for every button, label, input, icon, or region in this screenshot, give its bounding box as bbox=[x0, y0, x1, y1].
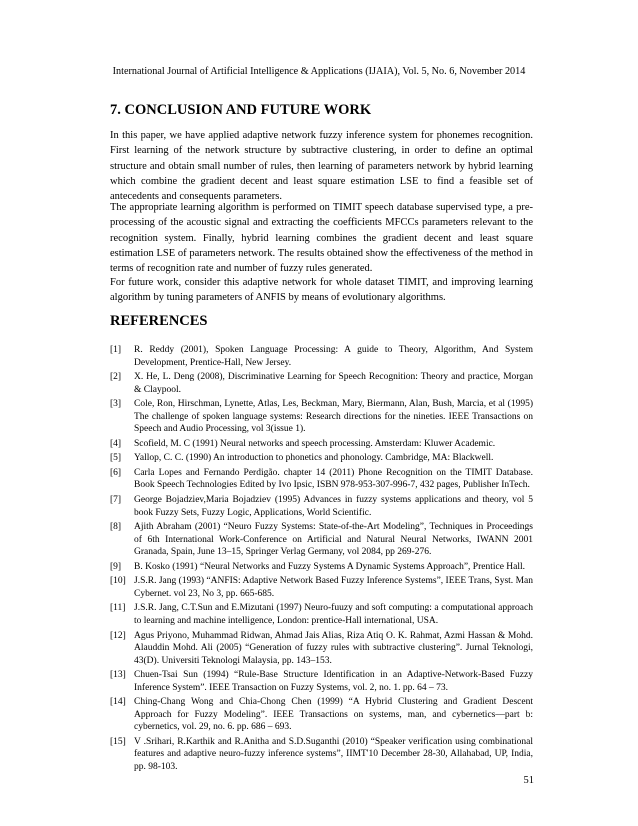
reference-item bbox=[110, 575, 533, 600]
reference-item bbox=[110, 494, 533, 519]
reference-text: J.S.R. Jang, C.T.Sun and E.Mizutani (1997) Neuro-fuuzy and soft computing: a computational approach to learning and machine intelligence, London: prentice-Hall international, USA. bbox=[134, 603, 533, 626]
reference-number: [11] bbox=[110, 603, 126, 614]
reference-text: X. He, L. Deng (2008), Discriminative Learning for Speech Recognition: Theory and practice, Morgan & Claypool. bbox=[134, 372, 533, 395]
conclusion-paragraph-2: The appropriate learning algorithm is performed on TIMIT speech database supervised type, a pre-processing of the acoustic signal and extracting the coefficients MFCCs parameters relevant to the recognition system. Finally, hybrid learning combines the gradient decent and least square estimation LSE of parameters network. The results obtained show the effectiveness of the method in terms of recognition rate and number of fuzzy rules generated. bbox=[110, 202, 533, 275]
reference-number: [12] bbox=[110, 630, 126, 641]
reference-text: Ajith Abraham (2001) “Neuro Fuzzy Systems: State-of-the-Art Modeling”, Techniques in Proceedings of 6th International Work-Conference on Artificial and Natural Neural Networks, IWANN 2001 Granada, Spain, June 13–15, Springer Verlag Germany, vol 2084, pp 269-276. bbox=[134, 522, 533, 558]
reference-number: [8] bbox=[110, 522, 122, 533]
reference-number: [7] bbox=[110, 495, 122, 506]
reference-text: J.S.R. Jang (1993) “ANFIS: Adaptive Network Based Fuzzy Inference Systems”, IEEE Trans, Syst. Man Cybernet. vol 23, No 3, pp. 665-685. bbox=[134, 576, 533, 599]
references-title: REFERENCES bbox=[110, 313, 208, 329]
conclusion-paragraph-1: In this paper, we have applied adaptive network fuzzy inference system for phonemes recognition. First learning of the network structure by subtractive clustering, in order to define an optimal structure and obtain small number of rules, then learning of parameters network by hybrid learning which combine the gradient decent and least square estimation LSE to find a feasible set of antecedents and consequents parameters. bbox=[110, 130, 533, 203]
reference-item bbox=[110, 371, 533, 396]
reference-item bbox=[110, 736, 533, 774]
reference-text: B. Kosko (1991) “Neural Networks and Fuzzy Systems A Dynamic Systems Approach”, Prentice Hall. bbox=[134, 561, 526, 572]
reference-text: Scofield, M. C (1991) Neural networks and speech processing. Amsterdam: Kluwer Academic. bbox=[134, 438, 496, 449]
reference-text: Chuen-Tsai Sun (1994) “Rule-Base Structure Identification in an Adaptive-Network-Based Fuzzy Inference System”. IEEE Transaction on Fuzzy Systems, vol. 2, no. 1. pp. 64 – 73. bbox=[134, 670, 533, 693]
section-title: 7. CONCLUSION AND FUTURE WORK bbox=[110, 102, 372, 118]
reference-number: [13] bbox=[110, 670, 126, 681]
running-header: International Journal of Artificial Intelligence & Applications (IJAIA), Vol. 5, No. 6, November 2014 bbox=[112, 66, 526, 77]
reference-text: R. Reddy (2001), Spoken Language Processing: A guide to Theory, Algorithm, And System Development, Prentice-Hall, New Jersey. bbox=[134, 345, 533, 368]
reference-text: Yallop, C. C. (1990) An introduction to phonetics and phonology. Cambridge, MA: Blackwell. bbox=[134, 453, 494, 464]
reference-number: [1] bbox=[110, 345, 122, 355]
reference-number: [15] bbox=[110, 736, 126, 747]
reference-number: [3] bbox=[110, 399, 122, 410]
reference-list bbox=[110, 344, 533, 775]
reference-number: [6] bbox=[110, 467, 122, 478]
reference-item bbox=[110, 561, 533, 574]
reference-number: [4] bbox=[110, 438, 122, 449]
reference-item bbox=[110, 344, 533, 369]
reference-item bbox=[110, 669, 533, 694]
reference-item bbox=[110, 696, 533, 734]
reference-number: [2] bbox=[110, 372, 122, 383]
reference-number: [14] bbox=[110, 697, 126, 708]
reference-number: [9] bbox=[110, 561, 122, 572]
reference-text: George Bojadziev,Maria Bojadziev (1995) Advances in fuzzy systems applications and theory, vol 5 book Fuzzy Sets, Fuzzy Logic, Applications, World Scientific. bbox=[134, 495, 533, 518]
reference-item bbox=[110, 438, 533, 451]
reference-text: V .Srihari, R.Karthik and R.Anitha and S.D.Suganthi (2010) “Speaker verification using combinational features and adaptive neuro-fuzzy inference systems”, IIMT'10 December 28-30, Allahabad, UP, India, pp. 98-103. bbox=[134, 736, 533, 772]
reference-text: Ching-Chang Wong and Chia-Chong Chen (1999) “A Hybrid Clustering and Gradient Descent Approach for Fuzzy Modeling”. IEEE Transactions on systems, man, and cybernetics—part b: cybernetics, vol. 29, no. 6. pp. 686 – 693. bbox=[134, 697, 533, 733]
reference-item bbox=[110, 452, 533, 465]
reference-item bbox=[110, 398, 533, 436]
reference-text: Agus Priyono, Muhammad Ridwan, Ahmad Jais Alias, Riza Atiq O. K. Rahmat, Azmi Hassan & Mohd. Alauddin Mohd. Ali (2005) “Generation of fuzzy rules with subtractive clustering”. Jurnal Teknologi, 43(D). Universiti Teknologi Malaysia, pp. 143–153. bbox=[134, 630, 533, 666]
reference-text: Cole, Ron, Hirschman, Lynette, Atlas, Les, Beckman, Mary, Biermann, Alan, Bush, Marcia, et al (1995) The challenge of spoken language systems: Research directions for the nineties. IEEE Transactions on Speech and Audio Processing, vol 3(issue 1). bbox=[134, 399, 533, 435]
page-number: 51 bbox=[523, 775, 534, 786]
reference-number: [10] bbox=[110, 576, 126, 587]
reference-number: [5] bbox=[110, 453, 122, 464]
reference-item bbox=[110, 602, 533, 627]
reference-item bbox=[110, 467, 533, 492]
reference-text: Carla Lopes and Fernando Perdigão. chapter 14 (2011) Phone Recognition on the TIMIT Database. Book Speech Technologies Edited by Ivo Ipsic, ISBN 978-953-307-996-7, 432 pages, Publisher InTech. bbox=[134, 467, 533, 491]
reference-item bbox=[110, 630, 533, 668]
future-work-paragraph: For future work, consider this adaptive network for whole dataset TIMIT, and improving learning algorithm by tuning parameters of ANFIS by means of evolutionary algorithms. bbox=[110, 277, 533, 304]
reference-item bbox=[110, 521, 533, 559]
